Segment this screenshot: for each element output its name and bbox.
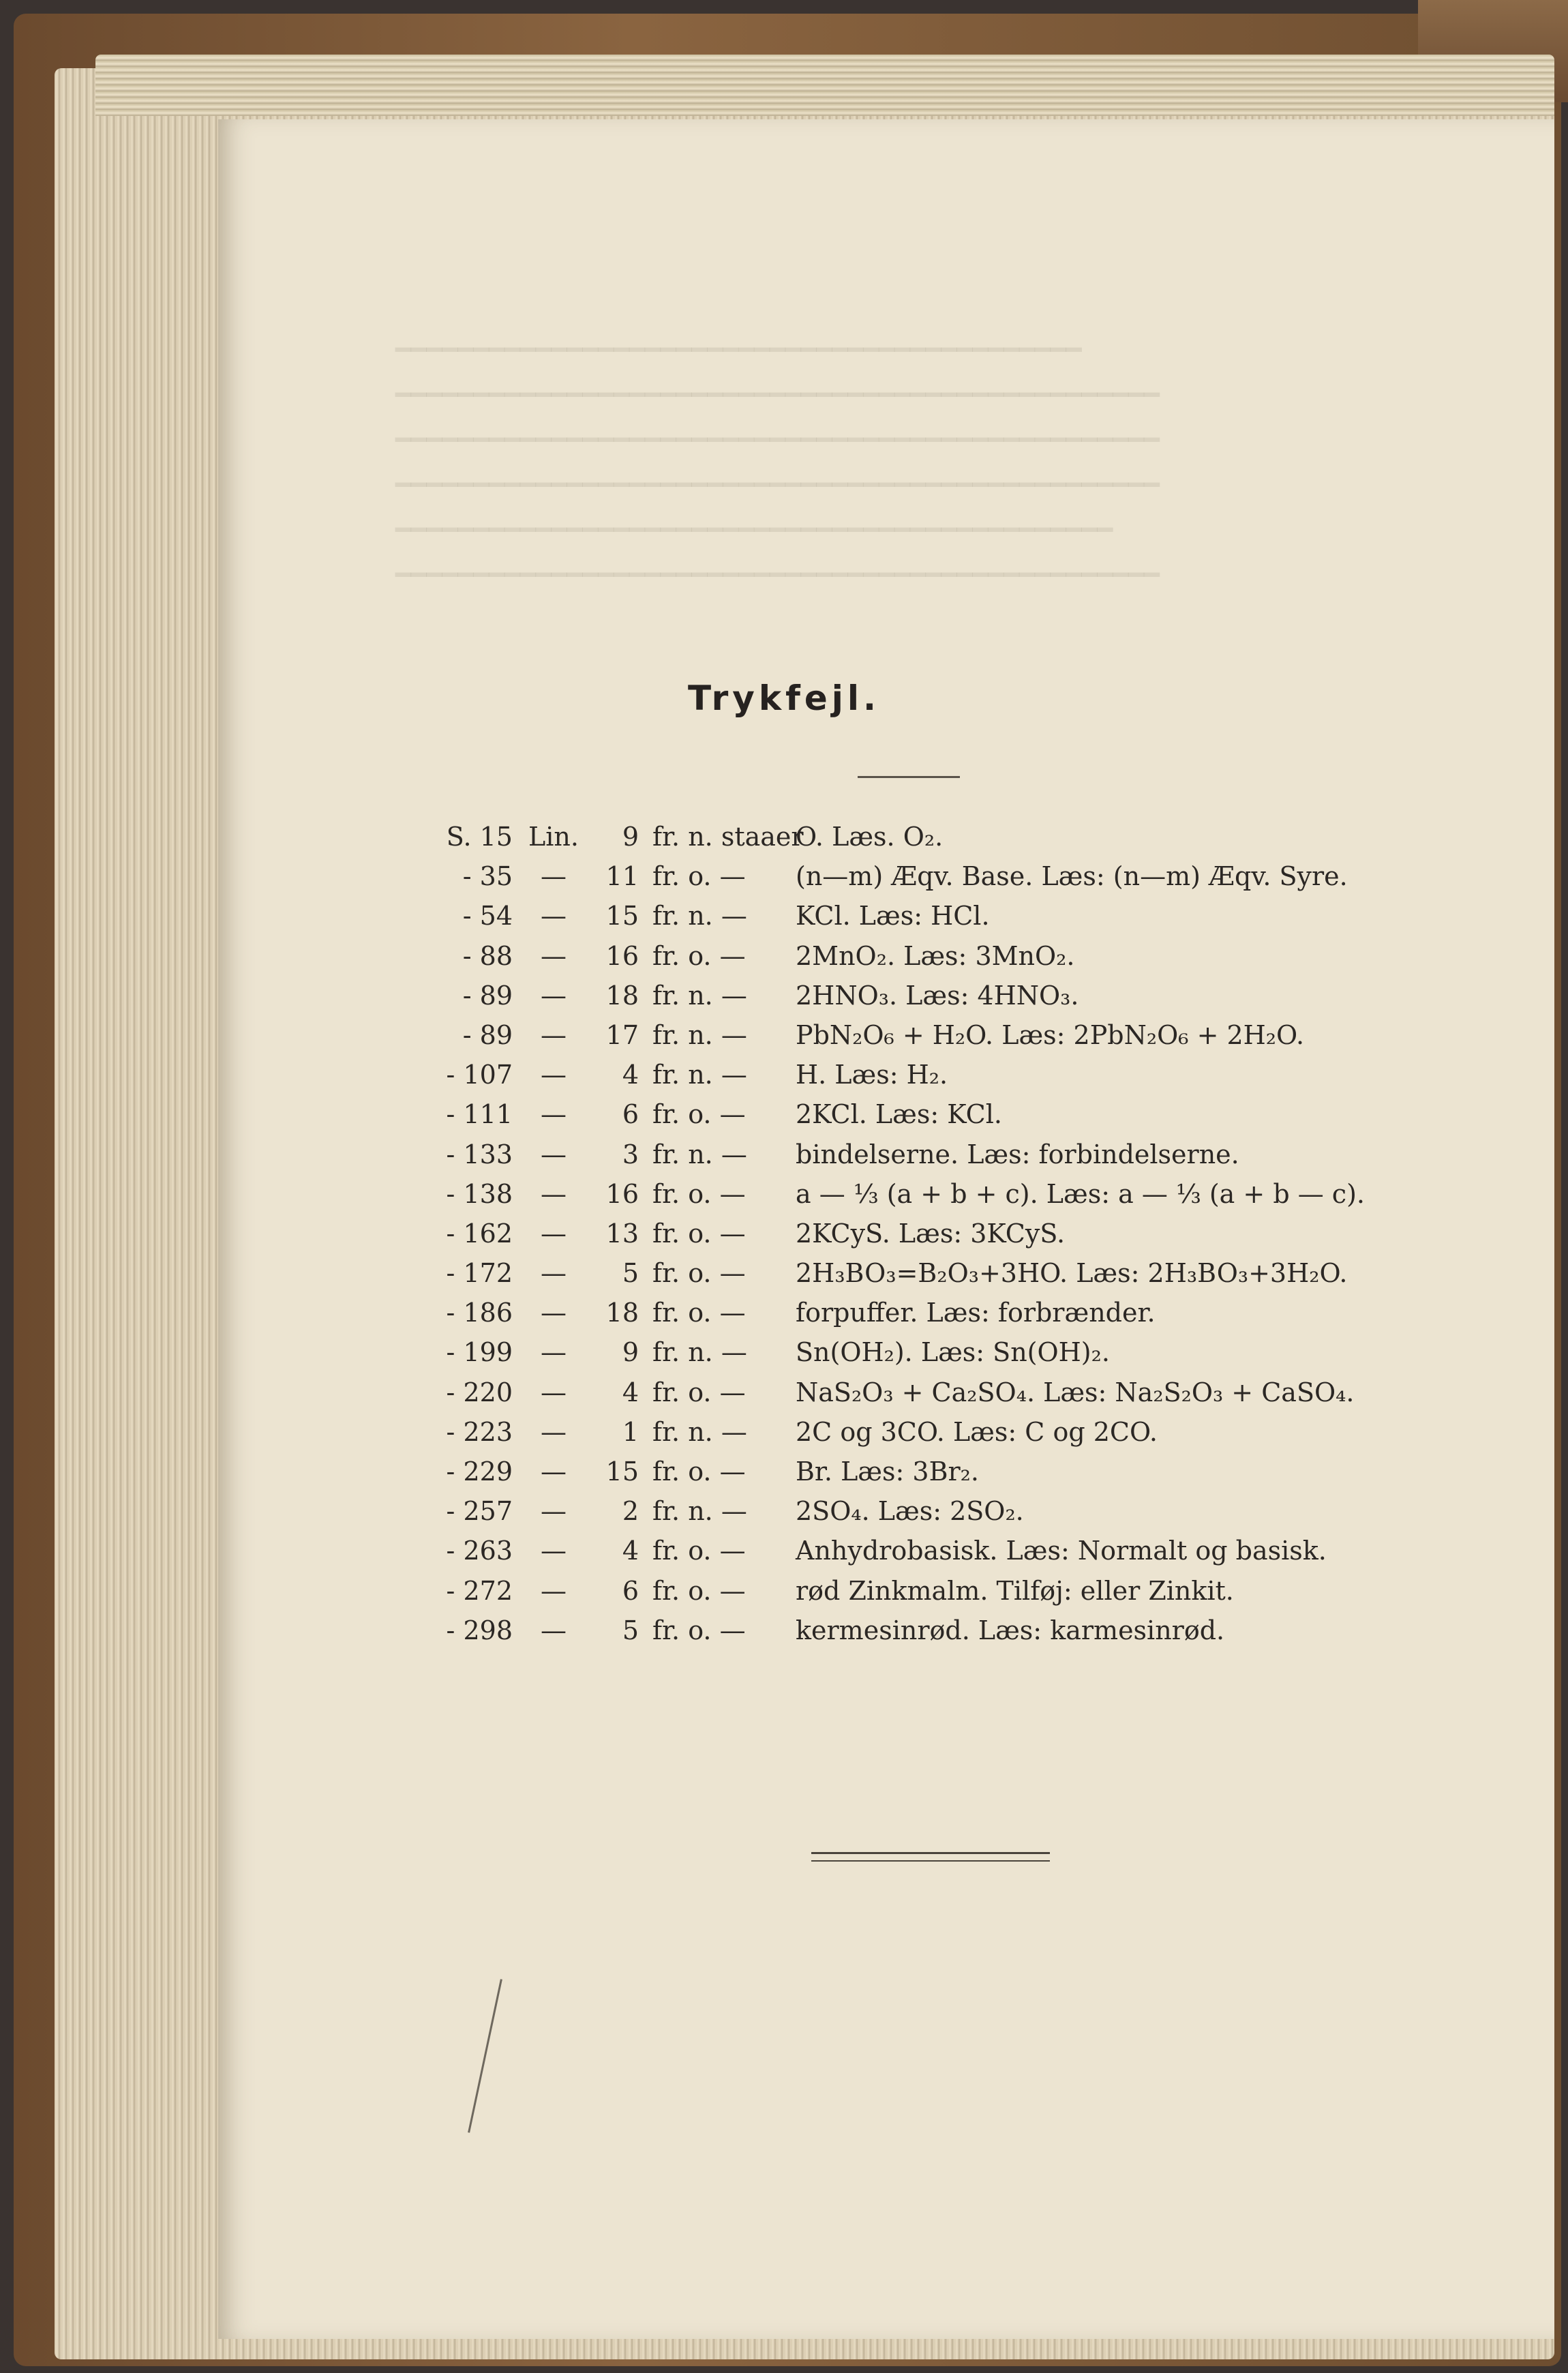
errata-line-number: 1: [622, 1416, 639, 1447]
errata-correction: Anhydrobasisk. Læs: Normalt og basisk.: [796, 1536, 1327, 1566]
errata-lin: —: [541, 980, 567, 1011]
errata-page: - 199: [446, 1337, 513, 1368]
errata-row: [431, 861, 1453, 901]
errata-position: fr. o. —: [652, 1258, 746, 1289]
errata-correction: 2SO₄. Læs: 2SO₂.: [796, 1496, 1024, 1527]
closing-double-rule: [811, 1852, 1050, 1862]
errata-row: [431, 901, 1453, 940]
errata-position: fr. o. —: [652, 1099, 746, 1130]
errata-row: [431, 1219, 1453, 1258]
errata-page: - 111: [446, 1099, 513, 1130]
errata-row: [431, 981, 1453, 1020]
errata-page: - 172: [446, 1258, 513, 1289]
errata-correction: a — ⅓ (a + b + c). Læs: a — ⅓ (a + b — c).: [796, 1178, 1365, 1209]
errata-correction: kermesinrød. Læs: karmesinrød.: [796, 1615, 1225, 1645]
errata-correction: PbN₂O₆ + H₂O. Læs: 2PbN₂O₆ + 2H₂O.: [796, 1019, 1305, 1050]
errata-page: - 162: [446, 1218, 513, 1249]
errata-lin: —: [541, 901, 567, 931]
errata-line-number: 13: [605, 1218, 639, 1249]
errata-lin: —: [541, 1337, 567, 1368]
errata-row: [431, 1298, 1453, 1337]
errata-correction: 2MnO₂. Læs: 3MnO₂.: [796, 940, 1075, 971]
errata-correction: 2HNO₃. Læs: 4HNO₃.: [796, 980, 1079, 1011]
errata-lin: —: [541, 1377, 567, 1407]
title-rule: [858, 776, 960, 778]
errata-lin: —: [541, 861, 567, 892]
errata-page: - 220: [446, 1377, 513, 1407]
errata-lin: —: [541, 1258, 567, 1289]
errata-line-number: 6: [622, 1575, 639, 1606]
errata-correction: KCl. Læs: HCl.: [796, 901, 990, 931]
errata-page: - 133: [446, 1139, 513, 1169]
errata-lin: —: [541, 1416, 567, 1447]
errata-lin: —: [541, 1615, 567, 1645]
errata-list: [431, 822, 1453, 1655]
errata-page: - 54: [462, 901, 513, 931]
errata-row: [431, 822, 1453, 861]
errata-line-number: 9: [622, 822, 639, 852]
errata-correction: rød Zinkmalm. Tilføj: eller Zinkit.: [796, 1575, 1234, 1606]
errata-row: [431, 941, 1453, 981]
errata-page: S. 15: [446, 822, 513, 852]
errata-page: - 263: [446, 1536, 513, 1566]
errata-row: [431, 1099, 1453, 1139]
errata-lin: —: [541, 1099, 567, 1130]
errata-row: [431, 1536, 1453, 1575]
errata-page: - 89: [462, 1019, 513, 1050]
errata-correction: forpuffer. Læs: forbrænder.: [796, 1298, 1156, 1328]
errata-lin: —: [541, 1218, 567, 1249]
errata-correction: bindelserne. Læs: forbindelserne.: [796, 1139, 1239, 1169]
errata-line-number: 16: [605, 940, 639, 971]
errata-correction: O. Læs. O₂.: [796, 822, 944, 852]
errata-row: [431, 1457, 1453, 1496]
errata-position: fr. o. —: [652, 1377, 746, 1407]
errata-row: [431, 1377, 1453, 1417]
errata-page: - 89: [462, 980, 513, 1011]
errata-line-number: 6: [622, 1099, 639, 1130]
errata-position: fr. o. —: [652, 1575, 746, 1606]
errata-lin: —: [541, 1178, 567, 1209]
errata-position: fr. n. —: [652, 1139, 747, 1169]
errata-line-number: 11: [605, 861, 639, 892]
errata-page: - 272: [446, 1575, 513, 1606]
errata-lin: —: [541, 1060, 567, 1090]
errata-line-number: 3: [622, 1139, 639, 1169]
errata-row: [431, 1179, 1453, 1219]
errata-line-number: 18: [605, 980, 639, 1011]
errata-correction: (n—m) Æqv. Base. Læs: (n—m) Æqv. Syre.: [796, 861, 1348, 892]
errata-lin: —: [541, 1575, 567, 1606]
errata-correction: Sn(OH₂). Læs: Sn(OH)₂.: [796, 1337, 1110, 1368]
page-title: Trykfejl.: [687, 678, 881, 718]
errata-row: [431, 1496, 1453, 1536]
errata-correction: 2H₃BO₃=B₂O₃+3HO. Læs: 2H₃BO₃+3H₂O.: [796, 1258, 1348, 1289]
errata-page: - 257: [446, 1496, 513, 1527]
errata-lin: —: [541, 1298, 567, 1328]
errata-line-number: 16: [605, 1178, 639, 1209]
errata-position: fr. o. —: [652, 1457, 746, 1487]
errata-position: fr. o. —: [652, 1536, 746, 1566]
errata-position: fr. o. —: [652, 940, 746, 971]
errata-lin: —: [541, 1457, 567, 1487]
errata-position: fr. n. —: [652, 980, 747, 1011]
errata-position: fr. o. —: [652, 1218, 746, 1249]
errata-lin: —: [541, 940, 567, 971]
errata-lin: —: [541, 1139, 567, 1169]
bleed-through-text: ━━━━━━━━━━━━━━━━━━━━━━━━━━━━━━━━━━━━━━━━━━━━ ━━━━━━━━━━━━━━━━━━━━━━━━━━━━━━━━━━━━━━━━━━━━━━━━━ ━━━━━━━━━━━━━━━━━━━━━━━━━━━━━━━━━━━━━━━━━━━━━━━━━ ━━━━━━━━━━━━━━━━━━━━━━━━━━━━━━━━━━━━━━━━━━━━━━━━━ ━━━━━━━━━━━━━━━━━━━━━━━━━━━━━━━━━━━━━━━━━━━━━━ ━━━━━━━━━━━━━━━━━━━━━━━━━━━━━━━━━━━━━━━━━━━━━━━━━: [395, 335, 1160, 590]
errata-position: fr. n. —: [652, 1337, 747, 1368]
errata-correction: 2KCl. Læs: KCl.: [796, 1099, 1002, 1130]
errata-page: - 223: [446, 1416, 513, 1447]
errata-page: - 88: [462, 940, 513, 971]
errata-page: - 298: [446, 1615, 513, 1645]
errata-line-number: 5: [622, 1258, 639, 1289]
errata-lin: —: [541, 1536, 567, 1566]
page-edges-top: [95, 55, 1554, 116]
errata-position: fr. n. —: [652, 1019, 747, 1050]
errata-line-number: 4: [622, 1536, 639, 1566]
errata-line-number: 15: [605, 1457, 639, 1487]
errata-row: [431, 1417, 1453, 1457]
errata-position: fr. o. —: [652, 1298, 746, 1328]
errata-page: - 107: [446, 1060, 513, 1090]
errata-page: - 138: [446, 1178, 513, 1209]
errata-correction: 2C og 3CO. Læs: C og 2CO.: [796, 1416, 1158, 1447]
errata-correction: 2KCyS. Læs: 3KCyS.: [796, 1218, 1066, 1249]
errata-line-number: 4: [622, 1060, 639, 1090]
errata-row: [431, 1337, 1453, 1377]
errata-lin: Lin.: [528, 822, 579, 852]
errata-row: [431, 1258, 1453, 1298]
errata-position: fr. n. —: [652, 1496, 747, 1527]
errata-page: - 186: [446, 1298, 513, 1328]
errata-page: - 35: [462, 861, 513, 892]
errata-position: fr. n. —: [652, 1060, 747, 1090]
errata-line-number: 2: [622, 1496, 639, 1527]
errata-correction: H. Læs: H₂.: [796, 1060, 948, 1090]
errata-line-number: 4: [622, 1377, 639, 1407]
errata-row: [431, 1139, 1453, 1179]
errata-position: fr. o. —: [652, 1178, 746, 1209]
errata-line-number: 17: [605, 1019, 639, 1050]
errata-line-number: 15: [605, 901, 639, 931]
errata-position: fr. n. staaer: [652, 822, 804, 852]
errata-position: fr. n. —: [652, 901, 747, 931]
errata-correction: Br. Læs: 3Br₂.: [796, 1457, 979, 1487]
errata-line-number: 9: [622, 1337, 639, 1368]
errata-row: [431, 1020, 1453, 1060]
errata-row: [431, 1060, 1453, 1099]
errata-position: fr. n. —: [652, 1416, 747, 1447]
errata-lin: —: [541, 1019, 567, 1050]
errata-position: fr. o. —: [652, 1615, 746, 1645]
errata-lin: —: [541, 1496, 567, 1527]
errata-line-number: 5: [622, 1615, 639, 1645]
errata-row: [431, 1615, 1453, 1655]
errata-row: [431, 1576, 1453, 1615]
errata-position: fr. o. —: [652, 861, 746, 892]
errata-page: - 229: [446, 1457, 513, 1487]
errata-correction: NaS₂O₃ + Ca₂SO₄. Læs: Na₂S₂O₃ + CaSO₄.: [796, 1377, 1355, 1407]
errata-line-number: 18: [605, 1298, 639, 1328]
